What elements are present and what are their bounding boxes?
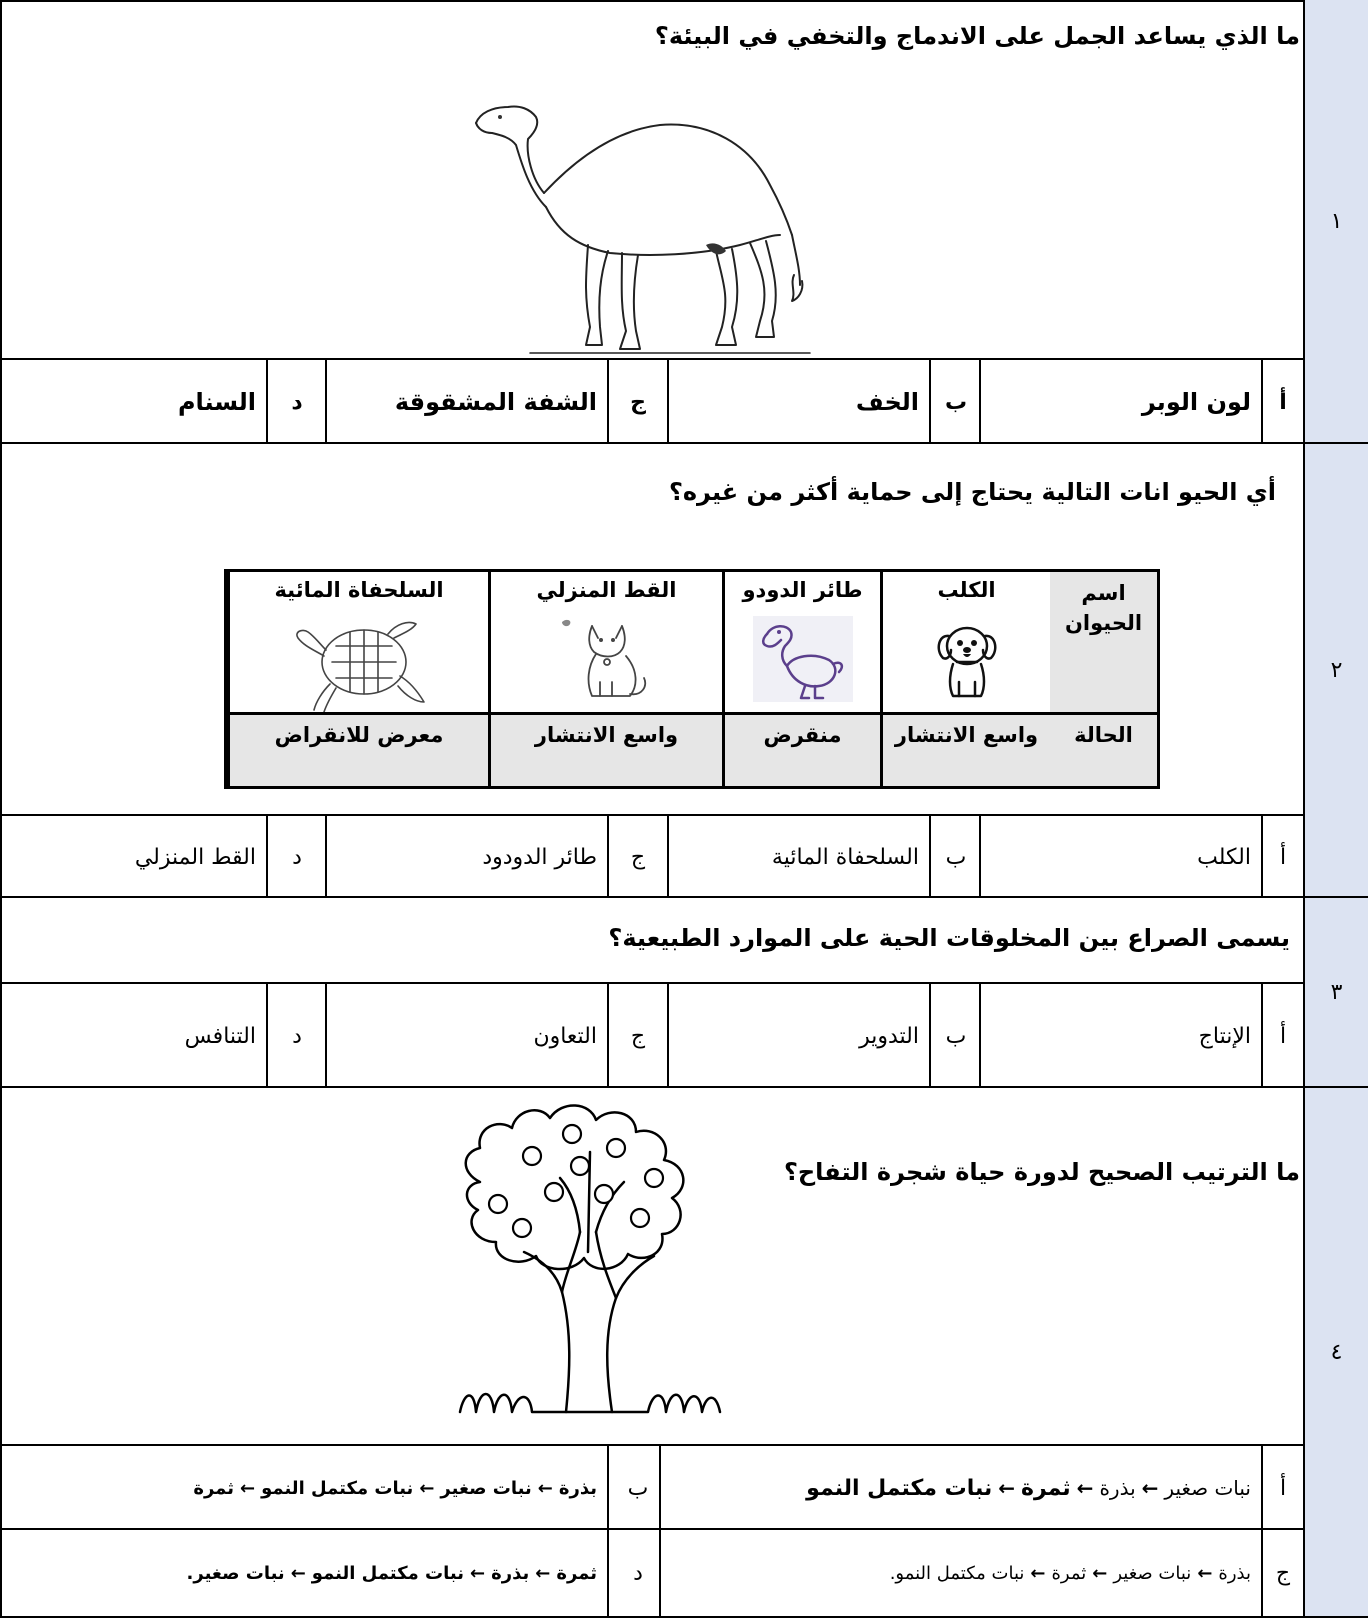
- table-header-column: [1050, 572, 1157, 786]
- animal-status-cell: [725, 715, 880, 786]
- option-b-text[interactable]: السلحفاة المائية: [667, 816, 929, 898]
- header-status-cell: [1050, 715, 1157, 786]
- animal-name: طائر الدودو: [742, 578, 863, 602]
- step: نبات مكتمل النمو: [261, 1477, 414, 1499]
- arrow-left-icon: ←: [535, 1562, 551, 1584]
- header-status: الحالة: [1074, 723, 1133, 747]
- option-b-letter[interactable]: ب: [929, 984, 981, 1088]
- animal-name: الكلب: [937, 578, 996, 602]
- arrow-left-icon: ←: [240, 1477, 256, 1499]
- animal-column-cat: [488, 572, 722, 786]
- animal-column-dog: [880, 572, 1050, 786]
- step: نبات مكتمل النمو: [806, 1475, 993, 1501]
- arrow-left-icon: ←: [470, 1562, 486, 1584]
- options-row: [2, 982, 1303, 1088]
- step: ثمرة: [1051, 1562, 1087, 1584]
- option-a-letter[interactable]: أ: [1261, 1446, 1303, 1530]
- option-d-letter[interactable]: د: [266, 360, 326, 444]
- option-c-letter[interactable]: ج: [607, 360, 667, 444]
- animal-status: معرض للانقراض: [274, 723, 444, 747]
- step: نبات صغير: [1164, 1476, 1251, 1500]
- arrow-left-icon: ←: [537, 1477, 553, 1499]
- animal-status-cell: [491, 715, 722, 786]
- animal-status-cell: [883, 715, 1050, 786]
- option-b-text[interactable]: الخف: [667, 360, 929, 444]
- options-row: [2, 814, 1303, 898]
- option-a-text[interactable]: الإنتاج: [979, 984, 1261, 1088]
- arrow-left-icon: ←: [290, 1562, 306, 1584]
- animal-column-dodo: [722, 572, 880, 786]
- option-c-letter[interactable]: ج: [1261, 1530, 1303, 1616]
- option-b-text[interactable]: [0, 1446, 607, 1530]
- option-d-text[interactable]: [0, 1530, 607, 1616]
- header-name: اسم الحيوان: [1064, 581, 1143, 635]
- question-2: [0, 444, 1368, 896]
- question-number: ٣: [1303, 898, 1368, 1086]
- option-c-text[interactable]: التعاون: [325, 984, 607, 1088]
- apple-tree-icon: [440, 1092, 740, 1426]
- option-a-text[interactable]: لون الوبر: [979, 360, 1261, 444]
- cat-icon: [552, 616, 662, 706]
- animal-name-cell: [230, 572, 488, 715]
- option-d-letter[interactable]: د: [266, 984, 326, 1088]
- option-d-text[interactable]: التنافس: [184, 1023, 256, 1049]
- animal-name-cell: [491, 572, 722, 715]
- step: ثمرة: [193, 1477, 235, 1499]
- question-4: [0, 1088, 1368, 1616]
- arrow-left-icon: ←: [1197, 1562, 1213, 1584]
- option-c-text[interactable]: الشفة المشقوقة: [325, 360, 607, 444]
- animals-table: [224, 569, 1160, 789]
- option-b-text[interactable]: التدوير: [667, 984, 929, 1088]
- dog-icon: [927, 616, 1007, 704]
- option-d-letter[interactable]: د: [266, 816, 326, 898]
- option-c-text[interactable]: [659, 1530, 1261, 1616]
- animal-status: منقرض: [763, 723, 842, 747]
- question-text: يسمى الصراع بين المخلوقات الحية على الموارد الطبيعية؟: [608, 924, 1290, 952]
- step: نبات صغير.: [186, 1562, 285, 1584]
- question-3: [0, 898, 1368, 1086]
- step: ثمرة: [1020, 1475, 1071, 1501]
- question-number: ١: [1303, 0, 1368, 442]
- arrow-left-icon: ←: [419, 1477, 435, 1499]
- question-text: ما الترتيب الصحيح لدورة حياة شجرة التفاح؟: [783, 1158, 1300, 1186]
- step: نبات مكتمل النمو: [311, 1562, 464, 1584]
- arrow-left-icon: ←: [1092, 1562, 1108, 1584]
- option-a-letter[interactable]: أ: [1261, 816, 1303, 898]
- animal-name-cell: [725, 572, 880, 715]
- animal-status: واسع الانتشار: [894, 723, 1039, 747]
- option-d-letter[interactable]: د: [607, 1530, 667, 1616]
- step: نبات مكتمل النمو.: [889, 1562, 1025, 1584]
- question-text: ما الذي يساعد الجمل على الاندماج والتخفي في البيئة؟: [654, 22, 1300, 50]
- animal-column-turtle: [227, 572, 488, 786]
- step: نبات صغير: [1113, 1562, 1192, 1584]
- dodo-icon: [753, 616, 853, 706]
- options-row-1: [2, 1444, 1303, 1530]
- step: بذرة: [558, 1477, 597, 1499]
- step: بذرة: [1099, 1476, 1136, 1500]
- arrow-left-icon: ←: [1141, 1476, 1159, 1500]
- question-number: ٤: [1303, 1088, 1368, 1616]
- animal-status-cell: [230, 715, 488, 786]
- option-b-letter[interactable]: ب: [929, 360, 981, 444]
- option-d-text[interactable]: القط المنزلي: [134, 844, 256, 870]
- step: بذرة: [491, 1562, 530, 1584]
- options-row-2: [2, 1528, 1303, 1616]
- option-c-text[interactable]: طائر الدودود: [325, 816, 607, 898]
- question-text: أي الحيو انات التالية يحتاج إلى حماية أكثر من غيره؟: [668, 478, 1276, 506]
- option-b-letter[interactable]: ب: [607, 1446, 667, 1530]
- option-a-text[interactable]: الكلب: [979, 816, 1261, 898]
- step: نبات صغير: [440, 1477, 532, 1499]
- animal-name: السلحفاة المائية: [274, 578, 444, 602]
- arrow-left-icon: ←: [1076, 1476, 1094, 1500]
- camel-icon: [470, 95, 830, 359]
- options-row: [2, 358, 1303, 444]
- header-name-cell: [1050, 572, 1157, 715]
- question-1: [0, 0, 1368, 442]
- option-a-letter[interactable]: أ: [1261, 360, 1303, 444]
- option-a-letter[interactable]: أ: [1261, 984, 1303, 1088]
- option-c-letter[interactable]: ج: [607, 816, 667, 898]
- animal-name-cell: [883, 572, 1050, 715]
- option-a-text[interactable]: [659, 1446, 1261, 1530]
- arrow-left-icon: ←: [998, 1476, 1015, 1500]
- option-b-letter[interactable]: ب: [929, 816, 981, 898]
- turtle-icon: [284, 616, 434, 716]
- step: بذرة: [1218, 1562, 1251, 1584]
- animal-status: واسع الانتشار: [534, 723, 679, 747]
- option-c-letter[interactable]: ج: [607, 984, 667, 1088]
- animal-name: القط المنزلي: [536, 578, 677, 602]
- arrow-left-icon: ←: [1030, 1562, 1046, 1584]
- step: ثمرة: [556, 1562, 597, 1584]
- option-d-text[interactable]: السنام: [177, 388, 256, 416]
- question-number: ٢: [1303, 444, 1368, 896]
